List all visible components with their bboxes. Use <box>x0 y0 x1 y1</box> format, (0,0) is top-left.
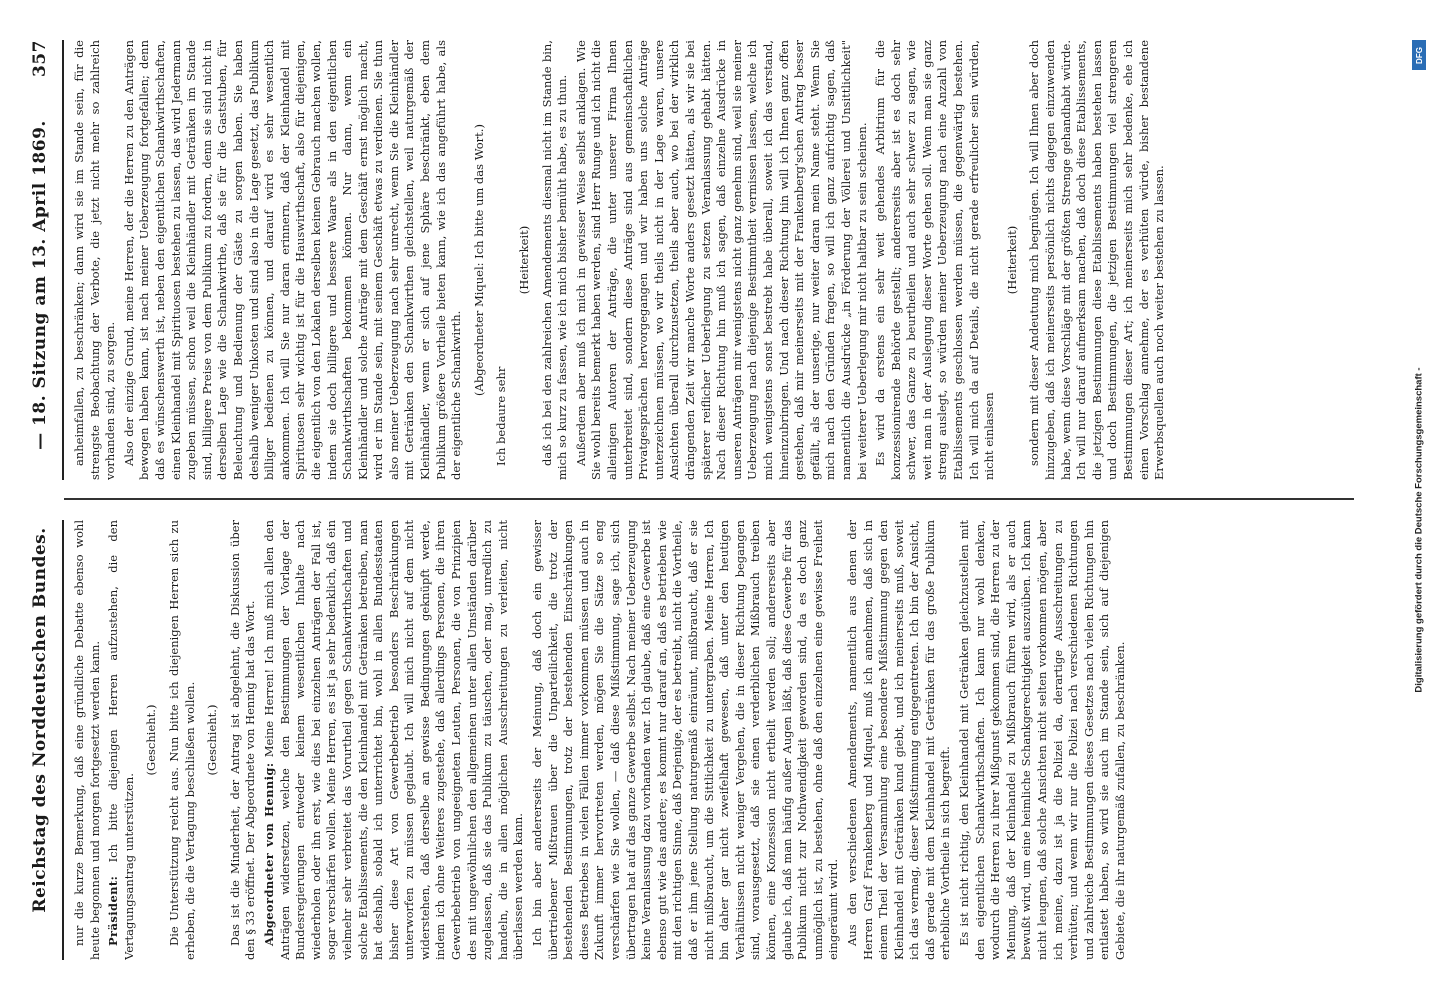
paragraph: Also der einzige Grund, meine Herren, der die Herren zu den Anträgen bewogen haben kann, ist nach meiner Ueberzeugung fortgefallen; denn daß es wünschenswerth ist, neben den eigentlichen Schankwirthschaften, einen Kleinhandel mit Spirituosen bestehen zu lassen, das wird Jedermann zugeben müssen, schon weil die Kleinhändler mit Getränken im Stande sind, billigere Preise von dem Publikum zu fordern, denn sie sind nicht in derselben Lage wie die Schankwirthe, daß sie für die Gaststuben, für Beleuchtung und Bedienung der Gäste zu sorgen haben. Sie haben deshalb weniger Unkosten und sind also in die Lage gesetzt, das Publikum billiger bedienen zu können, und darauf wird es sehr wesentlich ankommen. Ich will Sie nur daran erinnern, daß der Kleinhandel mit Spirituosen sehr wichtig ist für die Hauswirthschaft, also für diejenigen, die eigentlich von den Lokalen derselben keinen Gebrauch machen wollen, indem sie doch billigere und bessere Waare als in den eigentlichen Schankwirthschaften bekommen können. Nur dann, wenn ein Kleinhändler und solche Anträge mit dem Geschäft ernst möglich macht, wird er im Stande sein, mit seinem Geschäft etwas zu verdienen. Sie thun also meiner Ueberzeugung nach sehr unrecht, wenn Sie die Kleinhändler mit Getränken den Schankwirthen gleichstellen, weil naturgemäß der Kleinhändler, wenn er sich auf jene Sphäre beschränkt, eben dem Publikum größere Vortheile bieten kann, wie ich das angeführt habe, als der eigentliche Schankwirth. <box>121 40 464 480</box>
speech-text: Meine Herren! Ich muß mich allen den Anträgen widersetzen, welche den Bestimmungen der Vorlage der Bundesregierungen entweder keinem wesentlichen Inhalte nach wiederholen oder ihn erst, wie dies bei einzelnen Anträgen der Fall ist, sogar verschärfen wollen. Meine Herren, es ist ja sehr bedenklich, daß ein vielmehr sehr verbreitet das Vorurtheil gegen Schankwirthschaften und solche Etablissements, die den Kleinhandel mit Getränken betreiben, man hat deshalb, sobald ich unterrichtet bin, wohl in allen Bundesstaaten bisher diese Art von Gewerbebetrieb besonders Beschränkungen unterworfen zu müssen geglaubt. Ich will mich nicht auf dem nicht widerstehen, daß derselbe an gewisse Bedingungen geknüpft werde, indem ich ohne Weiteres zugestehe, daß allerdings Personen, die ihren Gewerbebetrieb von ungeeigneten Leuten, Personen, die von Prinzipien des mit ungewöhnlichen den allgemeinen unter allen Umständen darüber zugelassen, daß sie das Publikum zu täuschen, oder mag, unredlich zu handeln, die in allen möglichen Ausschreitungen zu verleiten, nicht überlassen werden kann. <box>261 520 526 960</box>
paragraph: Es ist nicht richtig, den Kleinhandel mit Getränken gleichzustellen mit den eigentlichen Schankwirthschaften. Ich kann nur wohl denken, wodurch die Herren zu ihrer Mißgunst gekommen sind, die Herren zu der Meinung, daß der Kleinhandel zu Mißbrauch führen wird, als er auch bewußt wird, um eine heimliche Schankgerechtigkeit auszuüben. Ich kann nicht leugnen, daß solche Ansichten nicht selten vorkommen mögen, aber ich meine, dazu ist ja die Polizei da, derartige Ausschreitungen zu verhüten; und wenn wir nur die Polizei nach verschiedenen Richtungen und zahlreiche Bestimmungen dieses Gesetzes nach vielen Richtungen hin entlastet haben, so wird sie auch im Stande sein, sich auf diejenigen Gebiete, die ihr naturgemäß zufallen, zu beschränken. <box>957 520 1127 960</box>
paragraph: Ich bedaure sehr <box>494 366 509 466</box>
speaker-name: Abgeordneter von Hennig: <box>261 762 276 946</box>
paragraph: anheimfallen, zu beschränken; dann wird sie im Stande sein, für die strengste Beobachtung der Verbote, die jetzt nicht mehr so zahlreich vorhanden sind, zu sorgen. <box>72 40 118 480</box>
header-title-right: — 18. Sitzung am 13. April 1869. <box>30 120 50 450</box>
paragraph: sondern mit dieser Andeutung mich begnügen. Ich will Ihnen aber doch hinzugeben, daß ich meinerseits persönlich nichts dagegen einzuwenden habe, wenn diese Vorschläge mit der größten Strenge gehandhabt würde. Ich will nur darauf aufmerksam machen, daß doch diese Etablissements, die jetzigen Bestimmungen diese Etablissements haben bestehen lassen und doch Bestimmungen, die jetzigen Bestimmungen viel strengeren Bestimmungen dieser Art; ich meinerseits mich sehr bedenke, ehe ich einen Vorschlag annehme, der es verhüten würde, bisher bestandene Erwerbsquellen auch noch weiter bestehen zu lassen. <box>1027 40 1167 480</box>
digitization-credit: Digitalisierung gefördert durch die Deutsche Forschungsgemeinschaft - <box>1413 367 1425 693</box>
page-number-right: 357 <box>30 40 50 77</box>
paragraph: daß ich bei den zahlreichen Amendements diesmal nicht im Stande bin, mich so kurz zu fassen, wie ich mich bisher bemüht habe, es zu thun. <box>539 40 570 480</box>
column-divider <box>64 498 1354 500</box>
paragraph: Es wird da erstens ein sehr weit gehendes Arbitrium für die konzessionirende Behörde gestellt; andererseits aber ist es doch sehr schwer, das Ganze zu beurtheilen und auch sehr schwer zu sagen, wie weit man in der Auslegung dieser Worte gehen soll. Wenn man sie ganz streng auslegt, so würden meiner Ueberzeugung nach eine Anzahl von Etablissements geschlossen werden müssen, die gegenwärtig bestehen. Ich will mich da auf Details, die nicht gerade erfreulicher sein würden, nicht einlassen <box>873 40 997 480</box>
stage-direction: (Heiterkeit) <box>1004 225 1019 295</box>
text-column-right <box>72 40 1362 480</box>
stage-direction: (Geschieht.) <box>144 704 159 776</box>
header-left <box>30 520 58 960</box>
paragraph: Die Unterstützung reicht aus. Nun bitte ich diejenigen Herren sich zu erheben, die die Vertagung beschließen wollen. <box>166 520 197 960</box>
header-rule-left <box>62 520 64 960</box>
paragraph: Das ist die Minderheit, der Antrag ist abgelehnt, die Diskussion über den § 33 eröffnet. Der Abgeordnete von Hennig hat das Wort. <box>227 520 258 960</box>
speech-text: Ich bitte diejenigen Herren aufzustehen, die den Vertagungsantrag unterstützen. <box>106 520 136 960</box>
header-rule-right <box>62 40 64 480</box>
paragraph: Ich bin aber andererseits der Meinung, daß doch ein gewisser übertriebener Mißtrauen über die Unparteilichkeit, die trotz der bestehenden Bestimmungen, trotz der bestehenden Einschränkungen dieses Betriebes in vielen Fällen immer vorkommen müssen und auch in Zukunft immer hervortreten werden, mögen Sie die Sätze so eng verschärfen wie Sie wollen, — daß diese Mißstimmung, sage ich, sich übertragen hat auf das ganze Gewerbe selbst. Nach meiner Ueberzeugung keine Veranlassung dazu vorhanden war. Ich glaube, daß eine Gewerbe ist ebenso gut wie das andere; es kommt nur darauf an, daß es betrieben wie mit den richtigen Sinne, daß Derjenige, der es betreibt, nicht die Vortheile, daß er ihm jene Stellung naturgemäß einräumt, mißbraucht, daß er sie nicht mißbraucht, um die Sittlichkeit zu untergraben. Meine Herren, Ich bin daher gar nicht zweifelhaft gewesen, daß unter den heutigen Verhältnissen nicht weniger Vergehen, die in dieser Richtung begangen sind, vorausgesetzt, daß sie einen verderblichen Mißbrauch treiben können, eine Konzession nicht ertheilt werden soll; andererseits aber glaube ich, daß man häufig außer Augen läßt, daß diese Gewerbe für das Publikum nicht zur Nothwendigkeit geworden sind, da es doch ganz unmöglich ist, zu bestehen, ohne daß den einzelnen eine gewisse Freiheit eingeräumt wird. <box>530 520 841 960</box>
header-title-left: Reichstag des Norddeutschen Bundes. <box>30 527 50 913</box>
stage-direction: (Abgeordneter Miquel: Ich bitte um das Wort.) <box>471 124 486 396</box>
speaker-paragraph <box>106 520 137 960</box>
stage-direction: (Geschieht.) <box>205 704 220 776</box>
paragraph: Außerdem aber muß ich mich in gewisser Weise selbst anklagen. Wie Sie wohl bereits bemerkt haben werden, sind Herr Runge und ich nicht die alleinigen Autoren der Anträge, die unter unserer Firma Ihnen unterbreitet sind, sondern diese Anträge sind aus gemeinschaftlichen Privatgesprächen hervorgegangen und wir haben uns solche Anträge unterzeichnen müssen, wo wir theils nicht in der Lage waren, unsere Ansichten überall durchzusetzen, theils aber auch, wo bei der wirklich drängenden Zeit wir manche Worte anders gesetzt hätten, als wir sie bei späterer reiflicher Ueberlegung zu setzen Veranlassung gehabt hätten. Nach dieser Richtung hin muß ich sagen, daß einzelne Ausdrücke in unseren Anträgen mir wenigstens nicht ganz genehm sind, weil sie meiner Ueberzeugung nach diejenige Bestimmtheit vermissen lassen, welche ich mich wenigstens sonst bestrebt habe überall, soweit ich das verstand, hineinzubringen. Und nach dieser Richtung hin will ich Ihnen ganz offen gestehen, daß mir meinerseits mit der Frankenberg'schen Antrag besser gefällt, als der unserige, nur weiter daran mein Name steht. Wenn Sie mich nach den Gründen fragen, so will ich ganz aufrichtig sagen, daß namentlich die Ausdrücke „in Förderung der Völlerei und Unsittlichkeit" bei weiterer Ueberlegung mir nicht haltbar zu sein scheinen. <box>573 40 869 480</box>
text-column-left <box>72 520 1362 960</box>
speaker-paragraph <box>262 520 527 960</box>
header-right <box>30 40 58 480</box>
paragraph: Aus den verschiedenen Amendements, namentlich aus denen der Herren Graf Frankenberg und Miquel, muß ich annehmen, daß sich in einem Theil der Versammlung eine besondere Mißstimmung gegen den Kleinhandel mit Getränken kund giebt, und ich meinerseits muß, soweit ich das vermag, dieser Mißstimmung entgegentreten. Ich bin der Ansicht, daß gerade mit dem Kleinhandel mit Getränken für das große Publikum erhebliche Vortheile in sich begreift. <box>844 520 953 960</box>
dfg-logo: DFG <box>1412 40 1426 70</box>
speaker-name: Präsident: <box>106 875 121 946</box>
paragraph: nur die kurze Bemerkung, daß eine gründliche Debatte ebenso wohl heute begonnen und morgen fortgesetzt werden kann. <box>72 520 102 960</box>
stage-direction: (Heiterkeit) <box>517 225 532 295</box>
